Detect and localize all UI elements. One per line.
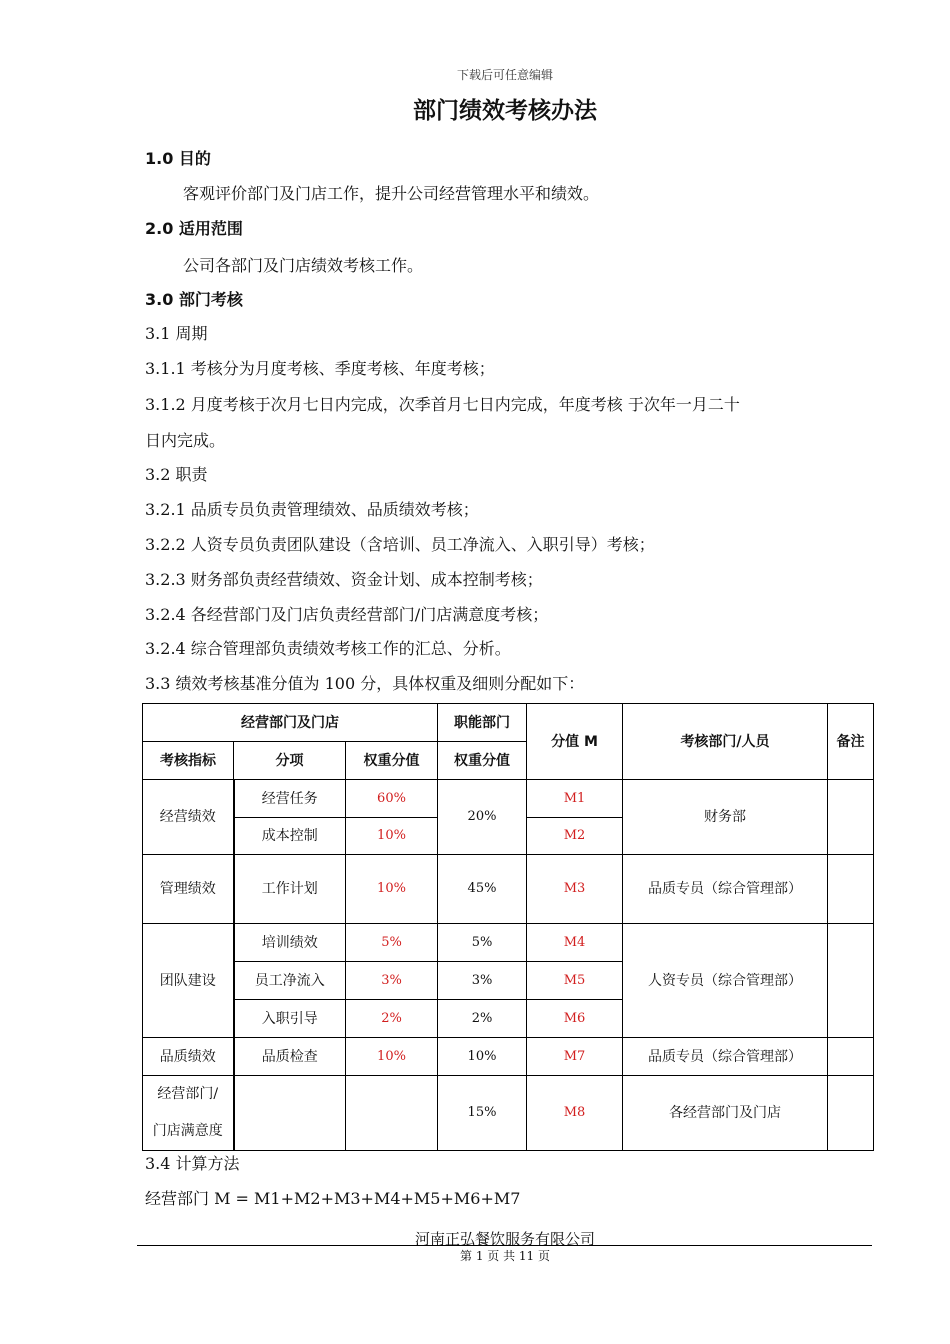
- section-3-4-heading: 3.4 计算方法: [145, 1154, 240, 1173]
- item-cell: 品质检查: [234, 1038, 346, 1076]
- functional-weight-cell: 2%: [438, 1000, 527, 1038]
- score-cell: M2: [527, 818, 623, 855]
- header-score: 分值 M: [527, 704, 623, 780]
- indicator-line-1: 经营部门/: [157, 1086, 219, 1102]
- header-store: 经营部门及门店: [143, 704, 438, 742]
- note-cell: [828, 1076, 874, 1151]
- weight-cell: 10%: [346, 818, 438, 855]
- note-cell: [828, 855, 874, 924]
- weight-cell: [346, 1076, 438, 1151]
- score-cell: M5: [527, 962, 623, 1000]
- table-row: [143, 1076, 874, 1151]
- functional-weight-cell: 15%: [438, 1076, 527, 1151]
- weight-cell: 10%: [346, 855, 438, 924]
- footer-divider: [137, 1245, 872, 1246]
- table-row: [143, 855, 874, 924]
- clause-3-1-1: 3.1.1 考核分为月度考核、季度考核、年度考核；: [145, 359, 495, 378]
- clause-3-1-2-line2: 日内完成。: [145, 431, 226, 450]
- functional-weight-cell: 45%: [438, 855, 527, 924]
- score-cell: M1: [527, 780, 623, 818]
- header-weight-functional: 权重分值: [438, 742, 527, 780]
- item-cell: 成本控制: [234, 818, 346, 855]
- functional-weight-cell: 5%: [438, 924, 527, 962]
- table-row: [143, 924, 874, 962]
- score-cell: M6: [527, 1000, 623, 1038]
- clause-3-1-2-line1: 3.1.2 月度考核于次月七日内完成，次季首月七日内完成，年度考核 于次年一月二十: [145, 395, 740, 414]
- weight-cell: 10%: [346, 1038, 438, 1076]
- item-cell: [234, 1076, 346, 1151]
- clause-3-3: 3.3 绩效考核基准分值为 100 分，具体权重及细则分配如下：: [145, 674, 585, 693]
- header-indicator: 考核指标: [143, 742, 234, 780]
- formula: 经营部门 M = M1+M2+M3+M4+M5+M6+M7: [145, 1189, 521, 1208]
- section-2-heading: 2.0 适用范围: [145, 219, 243, 238]
- dept-cell: 品质专员（综合管理部）: [623, 1038, 828, 1076]
- clause-3-2: 3.2 职责: [145, 465, 208, 484]
- score-cell: M3: [527, 855, 623, 924]
- indicator-cell: 团队建设: [143, 924, 234, 1038]
- clause-3-2-1: 3.2.1 品质专员负责管理绩效、品质绩效考核；: [145, 500, 479, 519]
- clause-3-1: 3.1 周期: [145, 324, 208, 343]
- indicator-cell: 经营绩效: [143, 780, 234, 855]
- score-cell: M4: [527, 924, 623, 962]
- dept-cell: 人资专员（综合管理部）: [623, 924, 828, 1038]
- note-cell: [828, 1038, 874, 1076]
- item-cell: 培训绩效: [234, 924, 346, 962]
- table-row: [143, 780, 874, 818]
- header-note: 下载后可任意编辑: [456, 68, 553, 82]
- weight-cell: 3%: [346, 962, 438, 1000]
- note-cell: [828, 780, 874, 855]
- functional-weight-cell: 10%: [438, 1038, 527, 1076]
- header-functional: 职能部门: [438, 704, 527, 742]
- footer-page-number: 第 1 页 共 11 页: [460, 1249, 550, 1263]
- header-note: 备注: [828, 704, 874, 780]
- header-weight: 权重分值: [346, 742, 438, 780]
- item-cell: 经营任务: [234, 780, 346, 818]
- dept-cell: 财务部: [623, 780, 828, 855]
- section-1-body: 客观评价部门及门店工作，提升公司经营管理水平和绩效。: [183, 184, 600, 203]
- functional-weight-cell: 20%: [438, 780, 527, 855]
- clause-3-2-4b: 3.2.4 综合管理部负责绩效考核工作的汇总、分析。: [145, 639, 511, 658]
- section-1-heading: 1.0 目的: [145, 149, 211, 168]
- note-cell: [828, 924, 874, 1038]
- weight-cell: 5%: [346, 924, 438, 962]
- header-item: 分项: [234, 742, 346, 780]
- dept-cell: 品质专员（综合管理部）: [623, 855, 828, 924]
- document-title: 部门绩效考核办法: [413, 98, 597, 124]
- section-3-heading: 3.0 部门考核: [145, 290, 243, 309]
- section-2-body: 公司各部门及门店绩效考核工作。: [183, 256, 424, 275]
- weight-cell: 60%: [346, 780, 438, 818]
- score-cell: M7: [527, 1038, 623, 1076]
- clause-3-2-4a: 3.2.4 各经营部门及门店负责经营部门/门店满意度考核；: [145, 605, 549, 624]
- indicator-cell: 品质绩效: [143, 1038, 234, 1076]
- dept-cell: 各经营部门及门店: [623, 1076, 828, 1151]
- weight-cell: 2%: [346, 1000, 438, 1038]
- assessment-table: [142, 703, 874, 1151]
- indicator-line-2: 门店满意度: [152, 1123, 223, 1139]
- footer-company: 河南正弘餐饮服务有限公司: [414, 1230, 595, 1248]
- indicator-cell: 管理绩效: [143, 855, 234, 924]
- header-dept: 考核部门/人员: [623, 704, 828, 780]
- clause-3-2-2: 3.2.2 人资专员负责团队建设（含培训、员工净流入、入职引导）考核；: [145, 535, 655, 554]
- item-cell: 入职引导: [234, 1000, 346, 1038]
- item-cell: 员工净流入: [234, 962, 346, 1000]
- table-row: [143, 1038, 874, 1076]
- item-cell: 工作计划: [234, 855, 346, 924]
- functional-weight-cell: 3%: [438, 962, 527, 1000]
- clause-3-2-3: 3.2.3 财务部负责经营绩效、资金计划、成本控制考核；: [145, 570, 543, 589]
- score-cell: M8: [527, 1076, 623, 1151]
- indicator-cell: [143, 1076, 234, 1151]
